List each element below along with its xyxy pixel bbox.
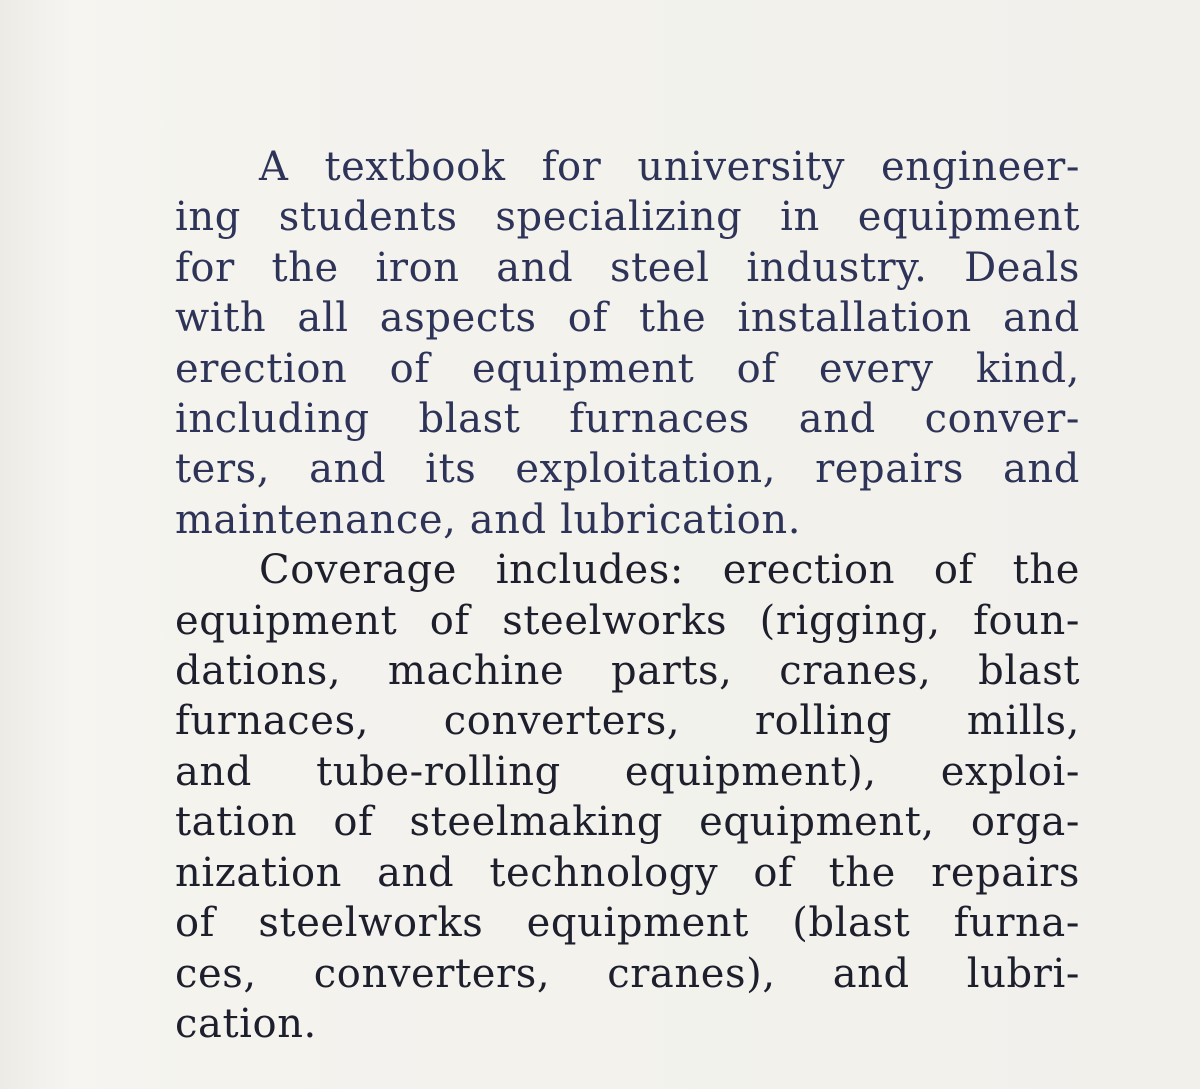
text-line: with all aspects of the installation and bbox=[175, 295, 1080, 342]
blurb-text bbox=[175, 142, 1080, 1049]
paragraph-description bbox=[175, 142, 1080, 545]
text-line: and tube-rolling equipment), exploi- bbox=[175, 748, 1080, 795]
text-line: A textbook for university engineer- bbox=[259, 144, 1080, 190]
text-line: ing students specializing in equipment bbox=[175, 194, 1080, 241]
text-line: maintenance, and lubrication. bbox=[175, 496, 802, 543]
text-line: dations, machine parts, cranes, blast bbox=[175, 648, 1080, 695]
text-line: cation. bbox=[175, 1000, 317, 1047]
text-line: of steelworks equipment (blast furna- bbox=[175, 900, 1080, 947]
text-line: tation of steelmaking equipment, orga- bbox=[175, 799, 1080, 846]
text-line: equipment of steelworks (rigging, foun- bbox=[175, 597, 1080, 644]
paragraph-coverage bbox=[175, 545, 1080, 1049]
text-line: ces, converters, cranes), and lubri- bbox=[175, 950, 1080, 997]
text-line: erection of equipment of every kind, bbox=[175, 345, 1080, 392]
text-line: for the iron and steel industry. Deals bbox=[175, 244, 1080, 291]
text-line: including blast furnaces and conver- bbox=[175, 396, 1080, 443]
text-line: nization and technology of the repairs bbox=[175, 849, 1080, 896]
page-gutter bbox=[0, 0, 70, 1089]
text-line: furnaces, converters, rolling mills, bbox=[175, 698, 1080, 745]
text-line: ters, and its exploitation, repairs and bbox=[175, 446, 1080, 493]
text-line: Coverage includes: erection of the bbox=[259, 547, 1080, 594]
